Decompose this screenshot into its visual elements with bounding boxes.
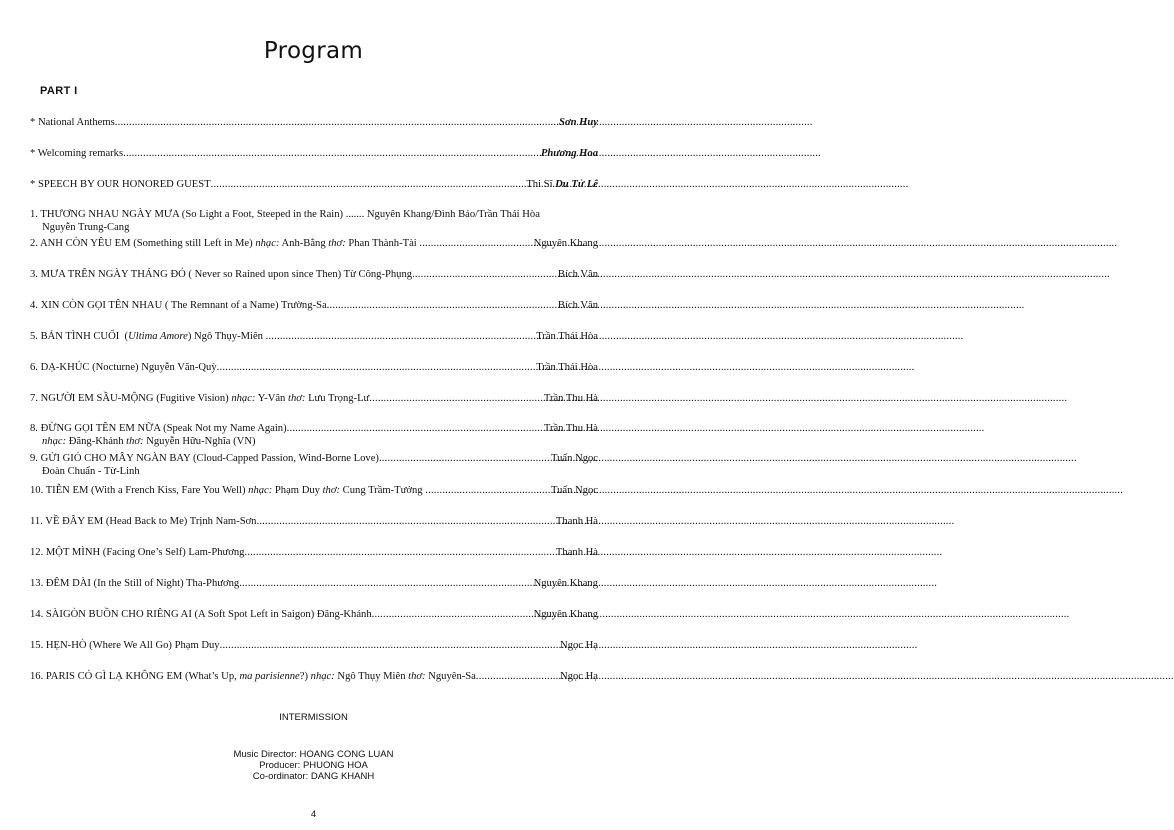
item-title: 3. MƯA TRÊN NGÀY THÁNG ĐÓ ( Never so Rained upon since Then) Từ Công-Phụng <box>30 269 413 280</box>
item-title: 1. THƯƠNG NHAU NGÀY MƯA (So Light a Foot, Steeped in the Rain) ....... Nguyên Khang/Đình Bảo/Trần Thái Hòa <box>30 209 540 220</box>
program-item <box>30 116 598 129</box>
leader-dots <box>115 116 557 129</box>
item-title: 6. DẠ-KHÚC (Nocturne) Nguyễn Văn-Quỳ <box>30 362 217 373</box>
title-close: ?) <box>299 671 311 682</box>
item-performer: Tuấn Ngọc <box>551 453 598 464</box>
leader-dots <box>220 639 558 652</box>
credit-line: Co-ordinator: DANG KHANH <box>252 771 375 782</box>
english-title: ma parisienne <box>239 671 300 682</box>
program-item <box>30 299 598 312</box>
lyric-label: thơ: <box>322 485 341 496</box>
item-performer: Trần Thái Hòa <box>536 331 598 342</box>
program-item <box>30 361 598 374</box>
english-title: Ultima Amore <box>128 331 188 342</box>
lyricist: Nguyễn Hữu-Nghĩa (VN) <box>143 436 256 447</box>
composer: ) Ngô Thụy-Miên <box>187 331 266 342</box>
item-credit: Đoàn Chuẩn - Từ-Linh <box>42 466 140 477</box>
item-performer: Thanh Hà <box>555 547 598 558</box>
item-performer: Bích Vân <box>557 300 598 311</box>
leader-dots <box>476 670 558 683</box>
program-item <box>30 546 598 559</box>
lyricist: Cung Trầm-Tưởng <box>340 485 426 496</box>
item-credit <box>30 435 598 448</box>
item-title: 4. XIN CÒN GỌI TÊN NHAU ( The Remnant of a Name) Trường-Sa <box>30 300 327 311</box>
composer: Đăng-Khánh <box>66 436 127 447</box>
item-performer: Phương Hoa <box>540 148 598 159</box>
program-item <box>30 330 598 343</box>
lyric-label: thơ: <box>408 671 426 682</box>
item-title <box>30 484 425 497</box>
item-performer: Bích Vân <box>557 269 598 280</box>
page-title: Program <box>263 38 364 64</box>
leader-dots <box>211 178 525 191</box>
leader-dots <box>379 452 549 465</box>
item-title <box>30 670 476 683</box>
composer: Phạm Duy <box>272 485 323 496</box>
leader-dots <box>327 299 556 312</box>
music-label: nhạc: <box>255 238 280 249</box>
performer-prefix: Thi Sĩ <box>526 179 556 190</box>
intermission-label: INTERMISSION <box>279 712 348 723</box>
lyric-label: thơ: <box>288 393 306 404</box>
item-performer: Ngọc Hạ <box>560 671 598 682</box>
leader-dots <box>419 237 531 250</box>
composer: Y-Vân <box>255 393 288 404</box>
item-title: 14. SÀIGÒN BUỒN CHO RIÊNG AI (A Soft Spot Left in Saigon) Đăng-Khánh <box>30 609 372 620</box>
lyricist: Phan Thành-Tài <box>345 238 420 249</box>
item-title <box>30 330 266 343</box>
program-item <box>30 452 598 478</box>
music-label: nhạc: <box>248 485 273 496</box>
composer: Anh-Bằng <box>279 238 329 249</box>
item-title <box>30 237 419 250</box>
program-item <box>30 515 598 528</box>
leader-dots <box>239 577 531 590</box>
item-performer: Trần Thu Hà <box>543 423 598 434</box>
leader-dots <box>256 515 553 528</box>
item-title: * SPEECH BY OUR HONORED GUEST <box>30 179 211 190</box>
item-title: 8. ĐỪNG GỌI TÊN EM NỮA (Speak Not my Name Again) <box>30 423 287 434</box>
leader-dots <box>266 330 535 343</box>
leader-dots <box>123 147 539 160</box>
item-title: 15. HẸN-HÒ (Where We All Go) Phạm Duy <box>30 640 220 651</box>
performer-name: Du Tử Lê <box>555 179 598 190</box>
program-item <box>30 639 598 652</box>
program-item <box>30 670 598 683</box>
leader-dots <box>425 484 549 497</box>
item-title: 9. GỬI GIÓ CHO MÂY NGÀN BAY (Cloud-Capped Passion, Wind-Borne Love) <box>30 453 379 464</box>
item-performer: Nguyên Khang <box>533 578 598 589</box>
leader-dots <box>244 546 553 559</box>
music-label: nhạc: <box>231 393 256 404</box>
program-item <box>30 268 598 281</box>
program-item <box>30 608 598 621</box>
item-performer: Tuấn Ngọc <box>551 485 598 496</box>
song-title: 2. ANH CÒN YÊU EM (Something still Left in Me) <box>30 238 256 249</box>
leader-dots <box>372 608 532 621</box>
item-performer: Nguyên Khang <box>533 609 598 620</box>
lyric-label: thơ: <box>328 238 346 249</box>
lyric-label: thơ: <box>126 436 144 447</box>
lyricist: Lưu Trọng-Lư <box>305 393 370 404</box>
music-label: nhạc: <box>42 436 67 447</box>
credit-line: Music Director: HOANG CONG LUAN <box>233 749 394 760</box>
item-title: 13. ĐÊM DÀI (In the Still of Night) Tha-Phương <box>30 578 240 589</box>
leader-dots <box>217 361 535 374</box>
song-title: 7. NGƯỜI EM SẦU-MỘNG (Fugitive Vision) <box>30 393 232 404</box>
program-item <box>30 237 598 250</box>
leader-dots <box>287 422 542 435</box>
item-title: 12. MỘT MÌNH (Facing One’s Self) Lam-Phương <box>30 547 245 558</box>
item-title: * Welcoming remarks <box>30 148 124 159</box>
item-performer: Trần Thái Hòa <box>536 362 598 373</box>
leader-dots <box>369 392 542 405</box>
program-item <box>30 392 598 405</box>
item-title: 11. VỀ ĐÂY EM (Head Back to Me) Trịnh Nam-Sơn <box>30 516 257 527</box>
item-performer: Trần Thu Hà <box>543 393 598 404</box>
song-title: 10. TIỄN EM (With a French Kiss, Fare You Well) <box>30 485 249 496</box>
song-title: 16. PARIS CÓ GÌ LẠ KHÔNG EM (What’s Up, <box>30 671 240 682</box>
composer: Ngô Thụy Miên <box>334 671 409 682</box>
program-item <box>30 577 598 590</box>
page-number: 4 <box>310 809 317 820</box>
program-item <box>30 178 598 191</box>
item-performer: Thanh Hà <box>555 516 598 527</box>
item-performer: Sơn Huy <box>559 117 598 128</box>
item-credit: Nguyễn Trung-Cang <box>42 222 130 233</box>
program-item <box>30 208 598 234</box>
section-heading: PART I <box>40 85 78 97</box>
item-title <box>30 392 369 405</box>
program-item <box>30 422 598 448</box>
item-performer: Nguyên Khang <box>533 238 598 249</box>
leader-dots <box>412 268 556 281</box>
item-performer: Ngọc Hạ <box>560 640 598 651</box>
lyricist: Nguyên-Sa <box>425 671 476 682</box>
item-title: * National Anthems <box>30 117 115 128</box>
music-label: nhạc: <box>310 671 335 682</box>
program-item <box>30 484 598 497</box>
credit-line: Producer: PHUONG HOA <box>259 760 368 771</box>
program-item <box>30 147 598 160</box>
item-performer <box>524 178 598 191</box>
song-title: 5. BẢN TÌNH CUỐI ( <box>30 331 129 342</box>
